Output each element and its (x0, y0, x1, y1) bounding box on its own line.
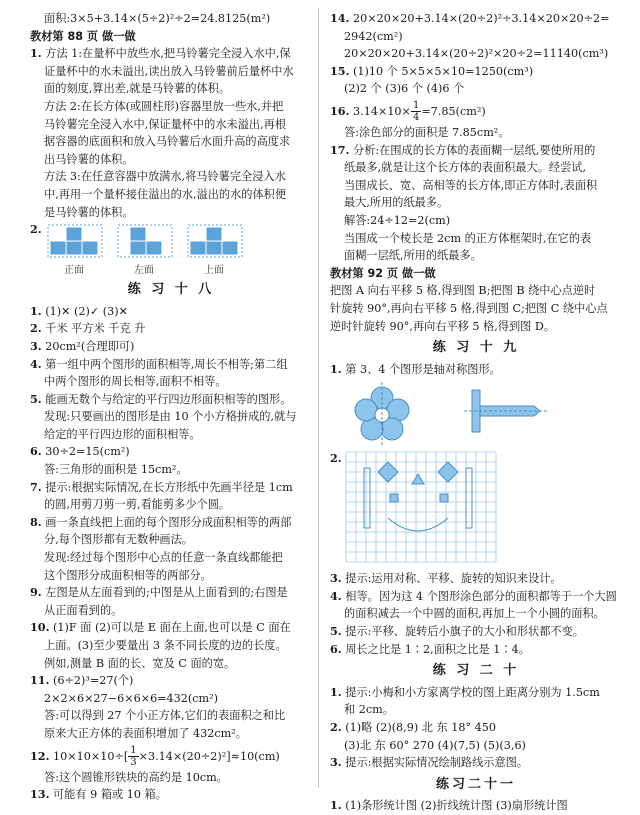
answer-text: 左图是从左面看到的;中图是从上面看到的;右图是 (45, 586, 288, 600)
answer-text: 和 2cm。 (344, 703, 394, 717)
fraction-numerator: 1 (130, 745, 137, 757)
item-number: 2. (330, 720, 342, 735)
answer-text: 能画无数个与给定的平行四边形面积相等的图形。 (45, 392, 292, 406)
item-number: 14. (330, 11, 350, 25)
view-label: 正面 (64, 265, 84, 277)
answer-text: 2942(cm²) (344, 29, 403, 43)
answer-text: 据容器的底面积和放入马铃薯后水面升高的高度求 (44, 135, 291, 149)
section-heading-p92: 教材第 92 页 做一做 (330, 266, 436, 280)
answer-text: 20cm²(合理即可) (45, 339, 135, 353)
answer-text: 答:这个圆锥形铁块的高约是 10cm。 (44, 770, 228, 784)
answer-text: 中两个图形的周长相等,面积不相等。 (44, 375, 227, 389)
answer-text: 把图 A 向右平移 5 格,得到图 B;把图 B 绕中心点逆时 (330, 284, 596, 298)
formula-part: =7.85(cm²) (421, 104, 486, 118)
answer-text: (1)10 个 5×5×5×10=1250(cm³) (353, 64, 534, 78)
formula-part: 3.14×10× (353, 104, 411, 118)
fraction (411, 100, 421, 123)
answer-text: 例如,测量 B 面的长、宽及 C 面的宽。 (44, 656, 236, 670)
answer-text: 方法 1:在量杯中放些水,把马铃薯完全浸入水中,保 (45, 47, 291, 61)
answer-text: 分,每个图形都有无数种画法。 (44, 533, 193, 547)
item-number: 8. (30, 514, 42, 529)
left-column (30, 10, 312, 804)
answer-text: (1)F 面 (2)可以是 E 面在上面,也可以是 C 面在 (53, 621, 291, 635)
item-number: 3. (330, 755, 342, 770)
item-number: 15. (330, 63, 350, 78)
answer-text: 面的刻度,算出差,就是马铃薯的体积。 (44, 82, 231, 96)
answer-text: 提示:小梅和小方家离学校的图上距离分别为 1.5cm (345, 685, 600, 699)
answer-text: 方法 3:在任意容器中放满水,将马铃薯完全浸入水 (44, 170, 286, 184)
exercise-heading-18: 练 习 十 八 (127, 282, 215, 298)
fraction (128, 745, 138, 768)
exercise-heading-19: 练 习 十 九 (432, 340, 520, 356)
item-number: 4. (30, 356, 42, 371)
answer-text: 原来大正方体的表面积增加了 432cm²。 (44, 726, 247, 740)
item-number: 5. (30, 391, 42, 406)
answer-text: 中,再用一个量杯接住溢出的水,溢出的水的体积便 (44, 187, 287, 201)
answer-text: 证量杯中的水未溢出,读出放入马铃薯前后量杯中水 (44, 64, 294, 78)
answer-text: 提示:运用对称、平移、旋转的知识来设计。 (345, 572, 562, 586)
answer-text: 20×20×20+3.14×(20÷2)²÷3.14×20×20÷2= (353, 12, 610, 25)
answer-text: 答:涂色部分的面积是 7.85cm²。 (344, 125, 510, 139)
column-divider (318, 8, 319, 788)
item-number: 1. (330, 361, 342, 376)
answer-text: 分析:在围成的长方体的表面糊一层纸,要使所用的 (353, 143, 596, 157)
answer-text: 这个图形分成面积相等的两部分。 (44, 568, 212, 582)
answer-text: 答:三角形的面积是 15cm²。 (44, 463, 188, 477)
exercise-heading-20: 练 习 二 十 (432, 663, 520, 679)
answer-text: 发现:只要画出的图形是由 10 个小方格拼成的,就与 (44, 410, 297, 424)
answer-text: 画一条直线把上面的每个图形分成面积相等的两部 (45, 515, 292, 529)
answer-text: 第一组中两个图形的面积相等,周长不相等;第二组 (45, 357, 288, 371)
answer-text: 2×2×6×27−6×6×6=432(cm²) (44, 691, 219, 705)
answer-text: 给定的平行四边形的面积相等。 (44, 427, 201, 441)
item-number: 9. (30, 585, 42, 600)
item-number: 1. (330, 798, 342, 813)
answer-text: 是马铃薯的体积。 (44, 205, 134, 219)
answer-text: 马铃薯完全浸入水中,保证量杯中的水未溢出,再根 (44, 117, 287, 131)
section-heading-p88: 教材第 88 页 做一做 (30, 29, 136, 43)
answer-text: (2)2 个 (3)6 个 (4)6 个 (344, 82, 465, 96)
answer-text: 的面积减去一个中圆的面积,再加上一个小圆的面积。 (344, 607, 605, 621)
answer-text: 逆时针旋转 90°,再向右平移 5 格,得到图 D。 (330, 319, 556, 333)
grid-design-figure (330, 448, 622, 570)
answer-text: 千米 平方米 千克 升 (45, 322, 146, 336)
answer-text: 答:可以得到 27 个小正方体,它们的表面积之和比 (44, 709, 286, 723)
three-views-figure (30, 221, 312, 277)
fraction-denominator: 4 (412, 112, 420, 124)
item-number: 13. (30, 787, 50, 802)
symmetric-shapes-diagram (344, 378, 564, 448)
item-number: 6. (30, 444, 42, 459)
item-number: 7. (30, 479, 42, 494)
answer-text: 上面。(3)至少要量出 3 条不同长度的边的长度。 (44, 639, 287, 652)
fraction-denominator: 3 (130, 757, 137, 769)
right-column (330, 10, 622, 815)
item-number: 3. (330, 571, 342, 586)
exercise-heading-21: 练习二十一 (435, 776, 516, 792)
answer-text: 20×20×20+3.14×(20÷2)²×20÷2=11140(cm³) (344, 47, 609, 61)
answer-text: 30÷2=15(cm²) (45, 445, 130, 459)
answer-text: 周长之比是 1∶2,面积之比是 1∶4。 (345, 642, 530, 656)
answer-text: 纸最多,就是让这个长方体的表面积最大。经尝试, (344, 161, 587, 175)
answer-text: 从正面看到的。 (44, 603, 123, 617)
answer-text: 提示:根据实际情况绘制路线示意图。 (345, 756, 529, 770)
answer-text: 当围成一个棱长是 2cm 的正方体框架时,在它的表 (344, 231, 592, 245)
answer-text: 出马铃薯的体积。 (44, 152, 134, 166)
answer-text: (1)略 (2)(8,9) 北 东 18° 450 (345, 721, 496, 735)
answer-text: 当围成长、宽、高相等的长方体,即正方体时,表面积 (344, 178, 598, 192)
formula-part: ×3.14×(20÷2)²]≈10(cm) (138, 749, 280, 763)
item-number: 17. (330, 142, 350, 157)
view-label: 左面 (134, 265, 154, 277)
answer-text: (1)✕ (2)✓ (3)✕ (45, 304, 129, 318)
item-number: 4. (330, 588, 342, 603)
item-number: 10. (30, 620, 50, 635)
answer-text: 方法 2:在长方体(或圆柱形)容器里放一些水,并把 (44, 99, 284, 113)
item-number: 11. (30, 673, 50, 688)
answer-text: 相等。因为这 4 个图形涂色部分的面积都等于一个大圆 (345, 589, 617, 603)
view-label: 上面 (204, 265, 224, 277)
answer-text: 最大,所用的纸最多。 (344, 196, 449, 210)
answer-text: (3)北 东 60° 270 (4)(7,5) (5)(3,6) (344, 738, 526, 752)
answer-text: 的圆,用剪刀剪一剪,看能剪多少个圆。 (44, 498, 231, 512)
item-number: 1. (30, 303, 42, 318)
formula-part: 10×10×10÷[ (53, 749, 129, 763)
item-number: 1. (330, 684, 342, 699)
item-number: 2. (30, 321, 42, 336)
answer-text: 提示:平移、旋转后小旗子的大小和形状都不变。 (345, 625, 584, 639)
item-number: 6. (330, 641, 342, 656)
answer-text: 针旋转 90°,再向右平移 5 格,得到图 C;把图 C 绕中心点 (330, 301, 608, 315)
area-formula: 面积:3×5+3.14×(5÷2)²÷2=24.8125(m²) (44, 12, 271, 25)
answer-text: 解答:24÷12=2(cm) (344, 213, 451, 227)
item-number: 1. (30, 46, 42, 61)
item-number: 3. (30, 338, 42, 353)
item-number: 2. (30, 222, 42, 237)
fraction-numerator: 1 (412, 100, 420, 112)
item-number: 12. (30, 748, 50, 763)
answer-text: (6÷2)³=27(个) (53, 674, 134, 688)
answer-text: 提示:根据实际情况,在长方形纸中先画半径是 1cm (45, 480, 293, 494)
answer-text: (1)条形统计图 (2)折线统计图 (3)扇形统计图 (345, 799, 568, 813)
item-number: 2. (330, 451, 342, 466)
answer-text: 发现:经过每个图形中心点的任意一条直线都能把 (44, 551, 283, 565)
three-views-diagram (44, 221, 244, 277)
symmetry-figures (330, 378, 622, 448)
answer-text: 可能有 9 箱或 10 箱。 (53, 788, 167, 802)
answer-text: 第 3、4 个图形是轴对称图形。 (345, 362, 501, 376)
item-number: 5. (330, 624, 342, 639)
answer-text: 面糊一层纸,所用的纸最多。 (344, 249, 482, 263)
grid-pattern-diagram (344, 448, 504, 570)
item-number: 16. (330, 103, 350, 118)
